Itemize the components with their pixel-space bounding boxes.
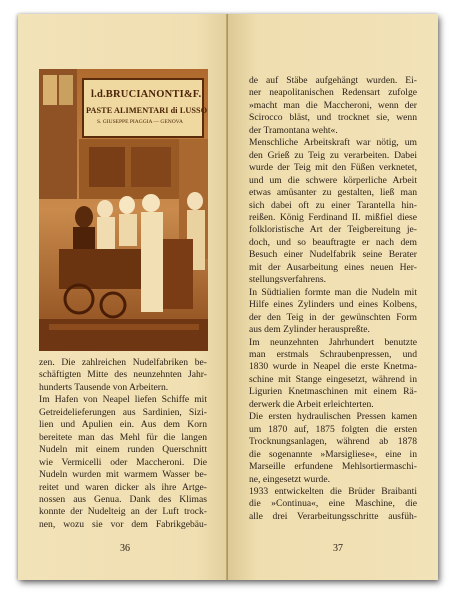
historic-pasta-factory-photo (39, 69, 208, 351)
text-line: sich dabei oft zu einer Tarantella hin- (249, 199, 417, 211)
page-number-right: 37 (333, 543, 343, 554)
text-line: den Grieß zu Teig zu verarbeiten. Dabei (249, 149, 417, 161)
shop-sign-subtitle: PASTE ALIMENTARI di LUSSO (86, 106, 208, 115)
text-line: reißen. König Ferdinand II. mißfiel diese (249, 211, 417, 223)
text-line: Hilfe eines Zylinders und eines Kolbens, (249, 299, 417, 311)
text-line: Trocknungsanlagen, während ab 1878 (249, 436, 417, 448)
text-line: stellungsverfahrens. (249, 274, 326, 286)
text-line: um 1870 auf, 1875 folgten die ersten (249, 423, 417, 435)
text-line: alle drei Verarbeitungsschritte ausfüh- (249, 510, 417, 522)
text-line: In Südtialien formte man die Nudeln mit (249, 286, 417, 298)
text-line: Getreidelieferungen aus Sardinien, Sizi- (39, 406, 207, 418)
text-line: etwas amüsanter zu gestalten, ließ man (249, 187, 417, 199)
text-line: doch, und so beauftragte er nach dem (249, 236, 417, 248)
left-page-text (39, 357, 207, 531)
text-line: zen. Die zahlreichen Nudelfabriken be- (39, 357, 207, 368)
text-line: folkloristische Art der Teigbereitung je- (249, 224, 417, 236)
shop-sign-name: l.d.BRUCIANONTI&F. (91, 89, 202, 100)
text-line: ner neapolitanischen Redensart zufolge (249, 87, 417, 99)
page-number-left: 36 (120, 543, 130, 554)
text-line: der den Teig in der gewünschten Form (249, 311, 417, 323)
text-line: 1933 entwickelten die Brüder Braibanti (249, 485, 417, 497)
text-line: und um die schwere körperliche Arbeit (249, 174, 417, 186)
text-line: schäftigten Mitte des neunzehnten Jahr- (39, 369, 207, 381)
text-line: Nudeln wurden mit warmem Wasser be- (39, 469, 207, 481)
text-line: Nudeln mit einem runden Querschnitt (39, 444, 207, 456)
text-line: nossen aus Genua. Dank des Klimas (39, 493, 207, 505)
text-line: Menschliche Arbeitskraft war nötig, um (249, 137, 417, 149)
text-line: schine mit Stange eingesetzt, während in (249, 373, 417, 385)
text-line: Im Hafen von Neapel liefen Schiffe mit (39, 394, 207, 406)
text-line: Im neunzehnten Jahrhundert benutzte (249, 336, 417, 348)
text-line: derwerk die Arbeit erleichterten. (249, 398, 374, 410)
text-line: lien und Apulien ein. Aus dem Korn (39, 419, 207, 431)
text-line: bereitete man das Mehl für die langen (39, 431, 207, 443)
text-line: hunderts Tausende von Arbeitern. (39, 381, 169, 393)
text-line: »macht man die Maccheroni, wenn der (249, 99, 417, 111)
text-line: man erstmals Schraubenpressen, und (249, 348, 417, 360)
text-line: Scirocco bläst, und trocknet sie, wenn (249, 112, 417, 124)
text-line: die sogenannte »Marsigliese«, eine in (249, 448, 417, 460)
text-line: nen, wozu sie vor dem Fabrikgebäu- (39, 518, 207, 530)
shop-sign-address: S. GIUSEPPE PIAGGIA — GENOVA (97, 119, 183, 125)
text-line: de auf Stäbe aufgehängt wurden. Ei- (249, 75, 417, 86)
text-line: mit der Ausarbeitung eines neuen Her- (249, 261, 417, 273)
text-line: konnte der Nudelteig an der Luft trock- (39, 506, 207, 518)
text-line: 1830 wurde in Neapel die erste Knetma- (249, 361, 417, 373)
text-line: der Tramontana weht«. (249, 124, 338, 136)
text-line: die »Continua«, eine Maschine, die (249, 498, 417, 510)
text-line: wie Vermicelli oder Maccheroni. Die (39, 456, 207, 468)
text-line: wurde der Teig mit den Füßen verknetet, (249, 162, 417, 174)
text-line: Die ersten hydraulischen Pressen kamen (249, 411, 417, 423)
text-line: aus dem Zylinder herauspreßte. (249, 324, 370, 336)
left-page (18, 14, 228, 580)
text-line: Marseille erfundene Mehlsortiermaschi- (249, 461, 417, 473)
book-spread (18, 14, 438, 580)
right-page-text (249, 75, 417, 523)
text-line: reitet und waren dicker als ihre Artge- (39, 481, 207, 493)
text-line: ne, eingesetzt wurde. (249, 473, 330, 485)
text-line: Besuch einer Nudelfabrik seine Berater (249, 249, 417, 261)
text-line: Ligurien Knetmaschinen mit einem Rä- (249, 386, 417, 398)
right-page (228, 14, 438, 580)
